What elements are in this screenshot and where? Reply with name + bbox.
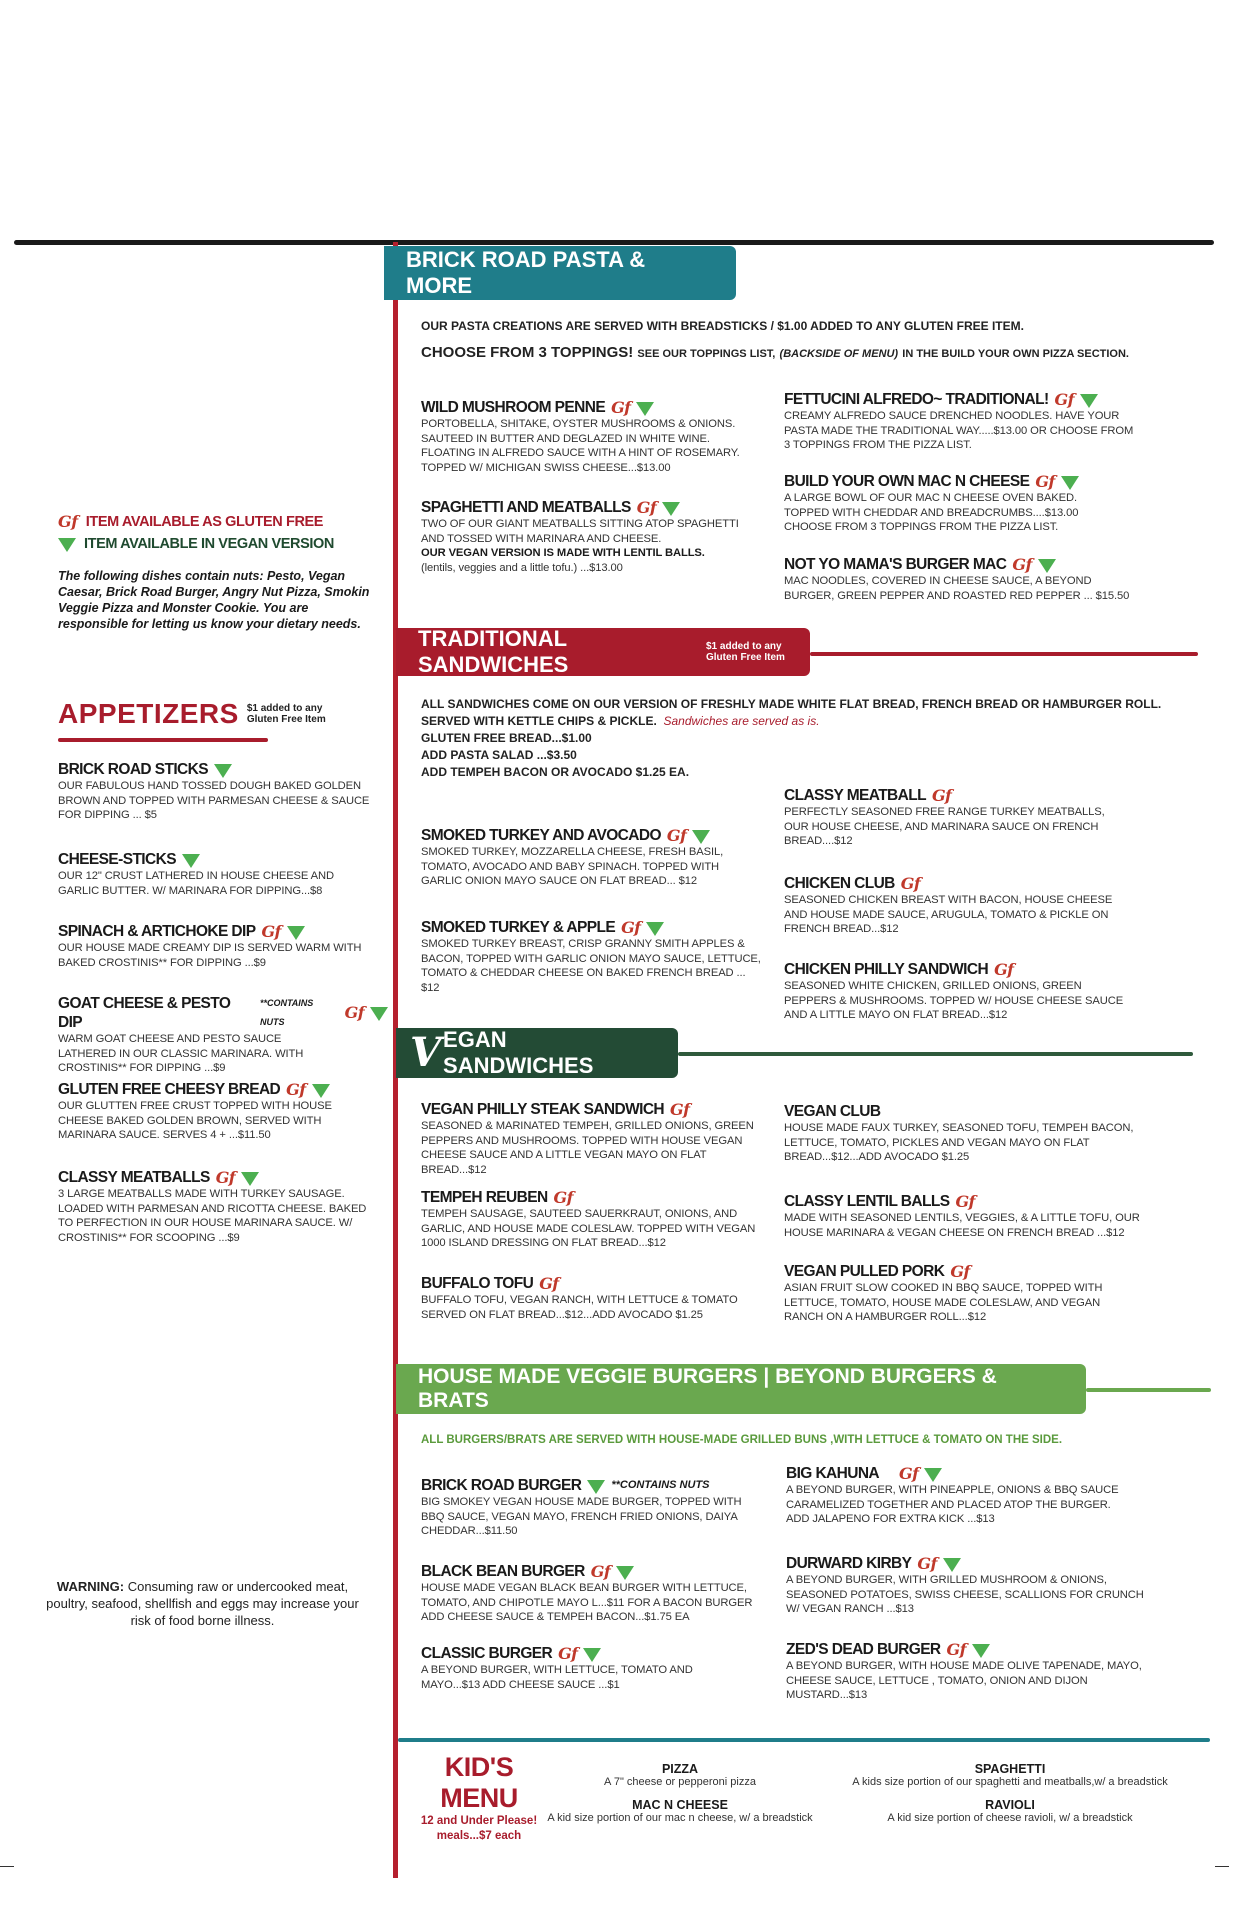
gluten-free-icon: Gf bbox=[670, 1099, 690, 1119]
appetizer-item bbox=[58, 922, 378, 970]
gluten-free-icon: Gf bbox=[621, 917, 641, 937]
item-description: OUR HOUSE MADE CREAMY DIP IS SERVED WARM WITH BAKED CROSTINIS** FOR DIPPING ...$9 bbox=[58, 942, 362, 969]
gluten-free-icon: Gf bbox=[950, 1261, 970, 1281]
appetizer-item bbox=[58, 850, 378, 898]
gluten-free-icon: Gf bbox=[955, 1191, 975, 1211]
vegan-icon bbox=[1080, 394, 1098, 408]
item-description: OUR 12" CRUST LATHERED IN HOUSE CHEESE AND GARLIC BUTTER. W/ MARINARA FOR DIPPING...$8 bbox=[58, 870, 334, 897]
item-name: VEGAN CLUB bbox=[784, 1103, 881, 1120]
sandwiches-brush-rule bbox=[810, 652, 1198, 656]
gluten-free-icon: Gf bbox=[917, 1553, 937, 1573]
item-description: A kid size portion of cheese ravioli, w/ a breadstick bbox=[887, 1812, 1133, 1824]
item-description: TEMPEH SAUSAGE, SAUTEED SAUERKRAUT, ONIONS, AND GARLIC, AND HOUSE MADE COLESLAW. TOPPED WITH VEGAN 1000 ISLAND DRESSING ON FLAT BREAD...$12 bbox=[421, 1208, 756, 1249]
gluten-free-icon: Gf bbox=[899, 1463, 919, 1483]
gluten-free-icon: Gf bbox=[58, 512, 78, 531]
vegan-icon bbox=[1038, 559, 1056, 573]
sandwiches-intro: ALL SANDWICHES COME ON OUR VERSION OF FRESHLY MADE WHITE FLAT BREAD, FRENCH BREAD OR HAMBURGER ROLL. SERVED WITH KETTLE CHIPS & PICKLE. Sandwiches are served as is. GLUTEN FREE BREAD...$1.00 ADD PASTA SALAD ...$3.50 ADD TEMPEH BACON OR AVOCADO $1.25 EA. bbox=[421, 697, 1162, 779]
item-description: TWO OF OUR GIANT MEATBALLS SITTING ATOP SPAGHETTI AND TOSSED WITH MARINARA AND CHEESE. OUR VEGAN VERSION IS MADE WITH LENTIL BALLS. (lentils, veggies and a little tofu.) ...$13.00 bbox=[421, 518, 739, 574]
vegan-icon bbox=[583, 1648, 601, 1662]
kids-item bbox=[560, 1762, 800, 1788]
item-name: BRICK ROAD STICKS bbox=[58, 761, 208, 778]
gluten-free-icon: Gf bbox=[1054, 389, 1074, 409]
kids-item bbox=[530, 1798, 830, 1824]
gluten-free-icon: Gf bbox=[666, 825, 687, 845]
item-name: CLASSY MEATBALLS bbox=[58, 1169, 210, 1186]
item-name: NOT YO MAMA'S BURGER MAC bbox=[784, 556, 1007, 573]
vegan-item bbox=[421, 1100, 781, 1177]
nut-allergy-note: The following dishes contain nuts: Pesto, Vegan Caesar, Brick Road Burger, Angry Nut Pizza, Smokin Veggie Pizza and Monster Cookie. You are responsible for letting us know your dietary needs. bbox=[58, 569, 370, 631]
item-description: MAC NOODLES, COVERED IN CHEESE SAUCE, A BEYOND BURGER, GREEN PEPPER AND ROASTED RED PEPPER ... $15.50 bbox=[784, 575, 1130, 602]
vegan-brush-rule bbox=[678, 1052, 1193, 1056]
item-description: BIG SMOKEY VEGAN HOUSE MADE BURGER, TOPPED WITH BBQ SAUCE, VEGAN MAYO, FRENCH FRIED ONIONS, DAIYA CHEDDAR...$11.50 bbox=[421, 1496, 742, 1537]
burger-item bbox=[786, 1464, 1146, 1527]
item-description: OUR GLUTTEN FREE CRUST TOPPED WITH HOUSE CHEESE BAKED GOLDEN BROWN, SERVED WITH MARINARA SAUCE. SERVES 4 + ...$11.50 bbox=[58, 1100, 332, 1141]
vegan-item bbox=[421, 1274, 781, 1322]
item-name: GLUTEN FREE CHEESY BREAD bbox=[58, 1081, 281, 1098]
appetizer-item bbox=[58, 1168, 378, 1245]
item-description: HOUSE MADE VEGAN BLACK BEAN BURGER WITH LETTUCE, TOMATO, AND CHIPOTLE MAYO L...$11 FOR A BACON BURGER ADD CHEESE SAUCE & TEMPEH BACON...$1.75 EA bbox=[421, 1582, 753, 1623]
item-description: 3 LARGE MEATBALLS MADE WITH TURKEY SAUSAGE. LOADED WITH PARMESAN AND RICOTTA CHEESE. BAKED TO PERFECTION IN OUR HOUSE MARINARA SAUCE. W/ CROSTINIS** FOR SCOOPING ...$9 bbox=[58, 1188, 367, 1244]
pasta-item bbox=[421, 398, 781, 475]
vegan-icon bbox=[972, 1644, 990, 1658]
item-description: A BEYOND BURGER, WITH GRILLED MUSHROOM & ONIONS, SEASONED POTATOES, SWISS CHEESE, SCALLIONS FOR CRUNCH W/ VEGAN RANCH ...$13 bbox=[786, 1574, 1144, 1615]
vegan-item bbox=[784, 1262, 1144, 1325]
item-description: CREAMY ALFREDO SAUCE DRENCHED NOODLES. HAVE YOUR PASTA MADE THE TRADITIONAL WAY.....$13.00 OR CHOOSE FROM 3 TOPPINGS FROM THE PIZZA LIST. bbox=[784, 410, 1134, 451]
gluten-free-icon: Gf bbox=[286, 1079, 306, 1099]
gluten-free-icon: Gf bbox=[261, 921, 281, 941]
item-description: SEASONED WHITE CHICKEN, GRILLED ONIONS, GREEN PEPPERS & MUSHROOMS. TOPPED W/ HOUSE CHEESE SAUCE AND A LITTLE MAYO ON FLAT BREAD...$12 bbox=[784, 980, 1124, 1021]
burger-item bbox=[786, 1554, 1146, 1617]
kids-brush-rule bbox=[398, 1738, 1210, 1742]
item-description: A kid size portion of our mac n cheese, w/ a breadstick bbox=[547, 1812, 813, 1824]
pasta-intro-line-2: CHOOSE FROM 3 TOPPINGS! SEE OUR TOPPINGS LIST, (BACKSIDE OF MENU) IN THE BUILD YOUR OWN PIZZA SECTION. bbox=[421, 344, 1129, 361]
burgers-intro: ALL BURGERS/BRATS ARE SERVED WITH HOUSE-MADE GRILLED BUNS ,WITH LETTUCE & TOMATO ON THE SIDE. bbox=[421, 1434, 1063, 1446]
appetizer-item bbox=[58, 1080, 378, 1143]
gluten-free-icon: Gf bbox=[553, 1187, 573, 1207]
pasta-item bbox=[784, 390, 1144, 453]
vegan-icon bbox=[646, 922, 664, 936]
item-name: BUFFALO TOFU bbox=[421, 1275, 534, 1292]
item-description: A BEYOND BURGER, WITH PINEAPPLE, ONIONS & BBQ SAUCE CARAMELIZED TOGETHER AND PLACED ATOP THE BURGER. ADD JALAPENO FOR EXTRA KICK ...$13 bbox=[786, 1484, 1119, 1525]
burger-item bbox=[421, 1562, 781, 1625]
pasta-item bbox=[421, 498, 781, 575]
appetizers-gf-note: $1 added to any Gluten Free Item bbox=[246, 703, 326, 725]
item-name: PIZZA bbox=[661, 1762, 699, 1776]
item-name: SPAGHETTI AND MEATBALLS bbox=[421, 499, 631, 516]
vegan-icon bbox=[587, 1480, 605, 1494]
item-description: SEASONED & MARINATED TEMPEH, GRILLED ONIONS, GREEN PEPPERS AND MUSHROOMS. TOPPED WITH HOUSE VEGAN CHEESE SAUCE AND A LITTLE VEGAN MAYO ON FLAT BREAD...$12 bbox=[421, 1120, 754, 1176]
gluten-free-icon: Gf bbox=[994, 959, 1014, 979]
item-description: A kids size portion of our spaghetti and meatballs,w/ a breadstick bbox=[852, 1776, 1168, 1788]
burgers-brush-rule bbox=[1086, 1388, 1211, 1392]
sandwich-item bbox=[784, 874, 1144, 937]
vegan-icon bbox=[241, 1172, 259, 1186]
vegan-icon bbox=[214, 764, 232, 778]
item-description: A BEYOND BURGER, WITH LETTUCE, TOMATO AND MAYO...$13 ADD CHEESE SAUCE ...$1 bbox=[421, 1664, 693, 1691]
sandwich-item bbox=[784, 786, 1144, 849]
kids-menu-age: 12 and Under Please! bbox=[420, 1815, 538, 1827]
appetizers-header bbox=[58, 698, 378, 730]
item-name: SPINACH & ARTICHOKE DIP bbox=[58, 923, 256, 940]
vegan-icon bbox=[943, 1558, 961, 1572]
item-name: RAVIOLI bbox=[985, 1798, 1035, 1812]
item-name: SMOKED TURKEY AND AVOCADO bbox=[421, 827, 661, 844]
gluten-free-icon: Gf bbox=[946, 1639, 966, 1659]
vegan-item bbox=[421, 1188, 781, 1251]
item-name: CLASSY MEATBALL bbox=[784, 787, 926, 804]
item-name: CLASSY LENTIL BALLS bbox=[784, 1193, 950, 1210]
appetizers-title: APPETIZERS bbox=[58, 698, 239, 729]
gluten-free-icon: Gf bbox=[636, 497, 657, 517]
top-brush-rule bbox=[14, 240, 1214, 245]
gluten-free-icon: Gf bbox=[611, 397, 631, 417]
item-description: MADE WITH SEASONED LENTILS, VEGGIES, & A LITTLE TOFU, OUR HOUSE MARINARA & VEGAN CHEESE ON FRENCH BREAD ...$12 bbox=[784, 1212, 1140, 1239]
vegan-icon bbox=[636, 402, 654, 416]
sandwich-item bbox=[421, 826, 781, 889]
item-description: SMOKED TURKEY BREAST, CRISP GRANNY SMITH APPLES & BACON, TOPPED WITH GARLIC ONION MAYO SAUCE, LETTUCE, TOMATO & CHEDDAR CHEESE ON BAKED FRENCH BREAD ... $12 bbox=[421, 938, 761, 994]
item-name: CHICKEN CLUB bbox=[784, 875, 895, 892]
contains-nuts-note: **CONTAINS NUTS bbox=[259, 998, 314, 1027]
section-header-burgers: HOUSE MADE VEGGIE BURGERS | BEYOND BURGERS & BRATS bbox=[396, 1364, 1086, 1414]
sandwich-item bbox=[784, 960, 1144, 1023]
section-header-pasta: BRICK ROAD PASTA & MORE bbox=[384, 246, 736, 300]
vegan-icon bbox=[924, 1468, 942, 1482]
gluten-free-icon: Gf bbox=[1012, 554, 1032, 574]
item-name: VEGAN PULLED PORK bbox=[784, 1263, 945, 1280]
page-trim-mark-left bbox=[0, 1866, 14, 1867]
food-safety-warning: WARNING: Consuming raw or undercooked meat, poultry, seafood, shellfish and eggs may increase your risk of food borne illness. bbox=[46, 1579, 359, 1628]
burger-item bbox=[421, 1476, 781, 1539]
item-name: FETTUCINI ALFREDO~ TRADITIONAL! bbox=[784, 391, 1049, 408]
item-name: CLASSIC BURGER bbox=[421, 1645, 553, 1662]
gluten-free-icon: Gf bbox=[215, 1167, 236, 1187]
vegan-item bbox=[784, 1192, 1144, 1240]
burger-item bbox=[421, 1644, 781, 1692]
item-name: CHICKEN PHILLY SANDWICH bbox=[784, 961, 989, 978]
kids-item bbox=[840, 1798, 1180, 1824]
vegan-icon bbox=[182, 854, 200, 868]
item-description: A BEYOND BURGER, WITH HOUSE MADE OLIVE TAPENADE, MAYO, CHEESE SAUCE, LETTUCE , TOMATO, ONION AND DIJON MUSTARD...$13 bbox=[786, 1660, 1142, 1701]
vegan-icon bbox=[312, 1084, 330, 1098]
item-description: WARM GOAT CHEESE AND PESTO SAUCE LATHERED IN OUR CLASSIC MARINARA. WITH CROSTINIS** FOR DIPPING ...$9 bbox=[58, 1033, 304, 1074]
item-description: SEASONED CHICKEN BREAST WITH BACON, HOUSE CHEESE AND HOUSE MADE SAUCE, ARUGULA, TOMATO & PICKLE ON FRENCH BREAD...$12 bbox=[784, 894, 1113, 935]
sandwich-item bbox=[421, 918, 781, 995]
item-description: BUFFALO TOFU, VEGAN RANCH, WITH LETTUCE & TOMATO SERVED ON FLAT BREAD...$12...ADD AVOCADO $1.25 bbox=[421, 1294, 738, 1321]
item-name: SMOKED TURKEY & APPLE bbox=[421, 919, 616, 936]
pasta-item bbox=[784, 555, 1144, 603]
gluten-free-icon: Gf bbox=[539, 1273, 559, 1293]
gluten-free-icon: Gf bbox=[900, 873, 921, 893]
vegan-icon bbox=[1061, 476, 1079, 490]
item-name: BLACK BEAN BURGER bbox=[421, 1563, 585, 1580]
legend-vegan: ITEM AVAILABLE IN VEGAN VERSION bbox=[58, 536, 378, 552]
gluten-free-icon: Gf bbox=[590, 1561, 611, 1581]
item-description: A 7" cheese or pepperoni pizza bbox=[604, 1776, 756, 1788]
page-trim-mark-right bbox=[1215, 1866, 1229, 1867]
item-name: BUILD YOUR OWN MAC N CHEESE bbox=[784, 473, 1030, 490]
gluten-free-icon: Gf bbox=[1035, 471, 1055, 491]
item-description: HOUSE MADE FAUX TURKEY, SEASONED TOFU, TEMPEH BACON, LETTUCE, TOMATO, PICKLES AND VEGAN MAYO ON FLAT BREAD...$12...ADD AVOCADO $1.25 bbox=[784, 1122, 1134, 1163]
item-name: GOAT CHEESE & PESTO DIP bbox=[58, 995, 231, 1031]
pasta-item bbox=[784, 472, 1144, 535]
appetizers-brush-rule bbox=[58, 738, 268, 742]
item-name: ZED'S DEAD BURGER bbox=[786, 1641, 941, 1658]
vegan-icon bbox=[662, 502, 680, 516]
kids-item bbox=[820, 1762, 1200, 1788]
item-name: BIG KAHUNA bbox=[786, 1465, 880, 1482]
vegan-icon bbox=[692, 830, 710, 844]
vegan-icon bbox=[370, 1007, 388, 1021]
vegan-item bbox=[784, 1102, 1144, 1165]
item-description: ASIAN FRUIT SLOW COOKED IN BBQ SAUCE, TOPPED WITH LETTUCE, TOMATO, HOUSE MADE COLESLAW, AND VEGAN RANCH ON A HAMBURGER ROLL...$12 bbox=[784, 1282, 1103, 1323]
item-name: WILD MUSHROOM PENNE bbox=[421, 399, 606, 416]
appetizer-item bbox=[58, 760, 378, 823]
kids-menu-price: meals...$7 each bbox=[436, 1830, 522, 1842]
vegan-icon bbox=[58, 538, 76, 552]
vegan-icon bbox=[616, 1566, 634, 1580]
item-description: A LARGE BOWL OF OUR MAC N CHEESE OVEN BAKED. TOPPED WITH CHEDDAR AND BREADCRUMBS....$13.00 CHOOSE FROM 3 TOPPINGS FROM THE PIZZA LIST. bbox=[784, 492, 1079, 533]
legend-gluten-free: Gf ITEM AVAILABLE AS GLUTEN FREE bbox=[58, 512, 324, 531]
item-description: PORTOBELLA, SHITAKE, OYSTER MUSHROOMS & ONIONS. SAUTEED IN BUTTER AND DEGLAZED IN WHITE WINE. FLOATING IN ALFREDO SAUCE WITH A HINT OF ROSEMARY. TOPPED W/ MICHIGAN SWISS CHEESE...$13.00 bbox=[421, 418, 740, 474]
item-description: OUR FABULOUS HAND TOSSED DOUGH BAKED GOLDEN BROWN AND TOPPED WITH PARMESAN CHEESE & SAUCE FOR DIPPING ... $5 bbox=[58, 780, 370, 821]
section-header-sandwiches: TRADITIONAL SANDWICHES $1 added to any Gluten Free Item bbox=[396, 628, 810, 676]
item-name: CHEESE-STICKS bbox=[58, 851, 176, 868]
sandwiches-gf-note: $1 added to any Gluten Free Item bbox=[706, 641, 785, 663]
appetizer-item bbox=[58, 994, 388, 1076]
item-name: DURWARD KIRBY bbox=[786, 1555, 912, 1572]
kids-menu-title: KID'S MENU bbox=[440, 1752, 518, 1813]
vegan-v-logo-icon: V bbox=[410, 1029, 442, 1076]
dietary-legend bbox=[58, 514, 378, 552]
item-description: PERFECTLY SEASONED FREE RANGE TURKEY MEATBALLS, OUR HOUSE CHEESE, AND MARINARA SAUCE ON FRENCH BREAD....$12 bbox=[784, 806, 1105, 847]
item-description: SMOKED TURKEY, MOZZARELLA CHEESE, FRESH BASIL, TOMATO, AVOCADO AND BABY SPINACH. TOPPED WITH GARLIC ONION MAYO SAUCE ON FLAT BREAD... $12 bbox=[421, 846, 724, 887]
gluten-free-icon: Gf bbox=[558, 1643, 578, 1663]
gluten-free-icon: Gf bbox=[344, 1003, 364, 1022]
item-name: TEMPEH REUBEN bbox=[421, 1189, 548, 1206]
gluten-free-icon: Gf bbox=[931, 785, 952, 805]
item-name: VEGAN PHILLY STEAK SANDWICH bbox=[421, 1101, 665, 1118]
pasta-intro-line-1: OUR PASTA CREATIONS ARE SERVED WITH BREADSTICKS / $1.00 ADDED TO ANY GLUTEN FREE ITEM. bbox=[421, 319, 1024, 333]
burger-item bbox=[786, 1640, 1146, 1703]
vegan-icon bbox=[287, 926, 305, 940]
contains-nuts-note: **CONTAINS NUTS bbox=[611, 1479, 710, 1491]
section-header-vegan: V EGAN SANDWICHES bbox=[396, 1028, 678, 1078]
item-name: MAC N CHEESE bbox=[632, 1798, 728, 1812]
item-name: BRICK ROAD BURGER bbox=[421, 1477, 582, 1494]
item-name: SPAGHETTI bbox=[974, 1762, 1046, 1776]
